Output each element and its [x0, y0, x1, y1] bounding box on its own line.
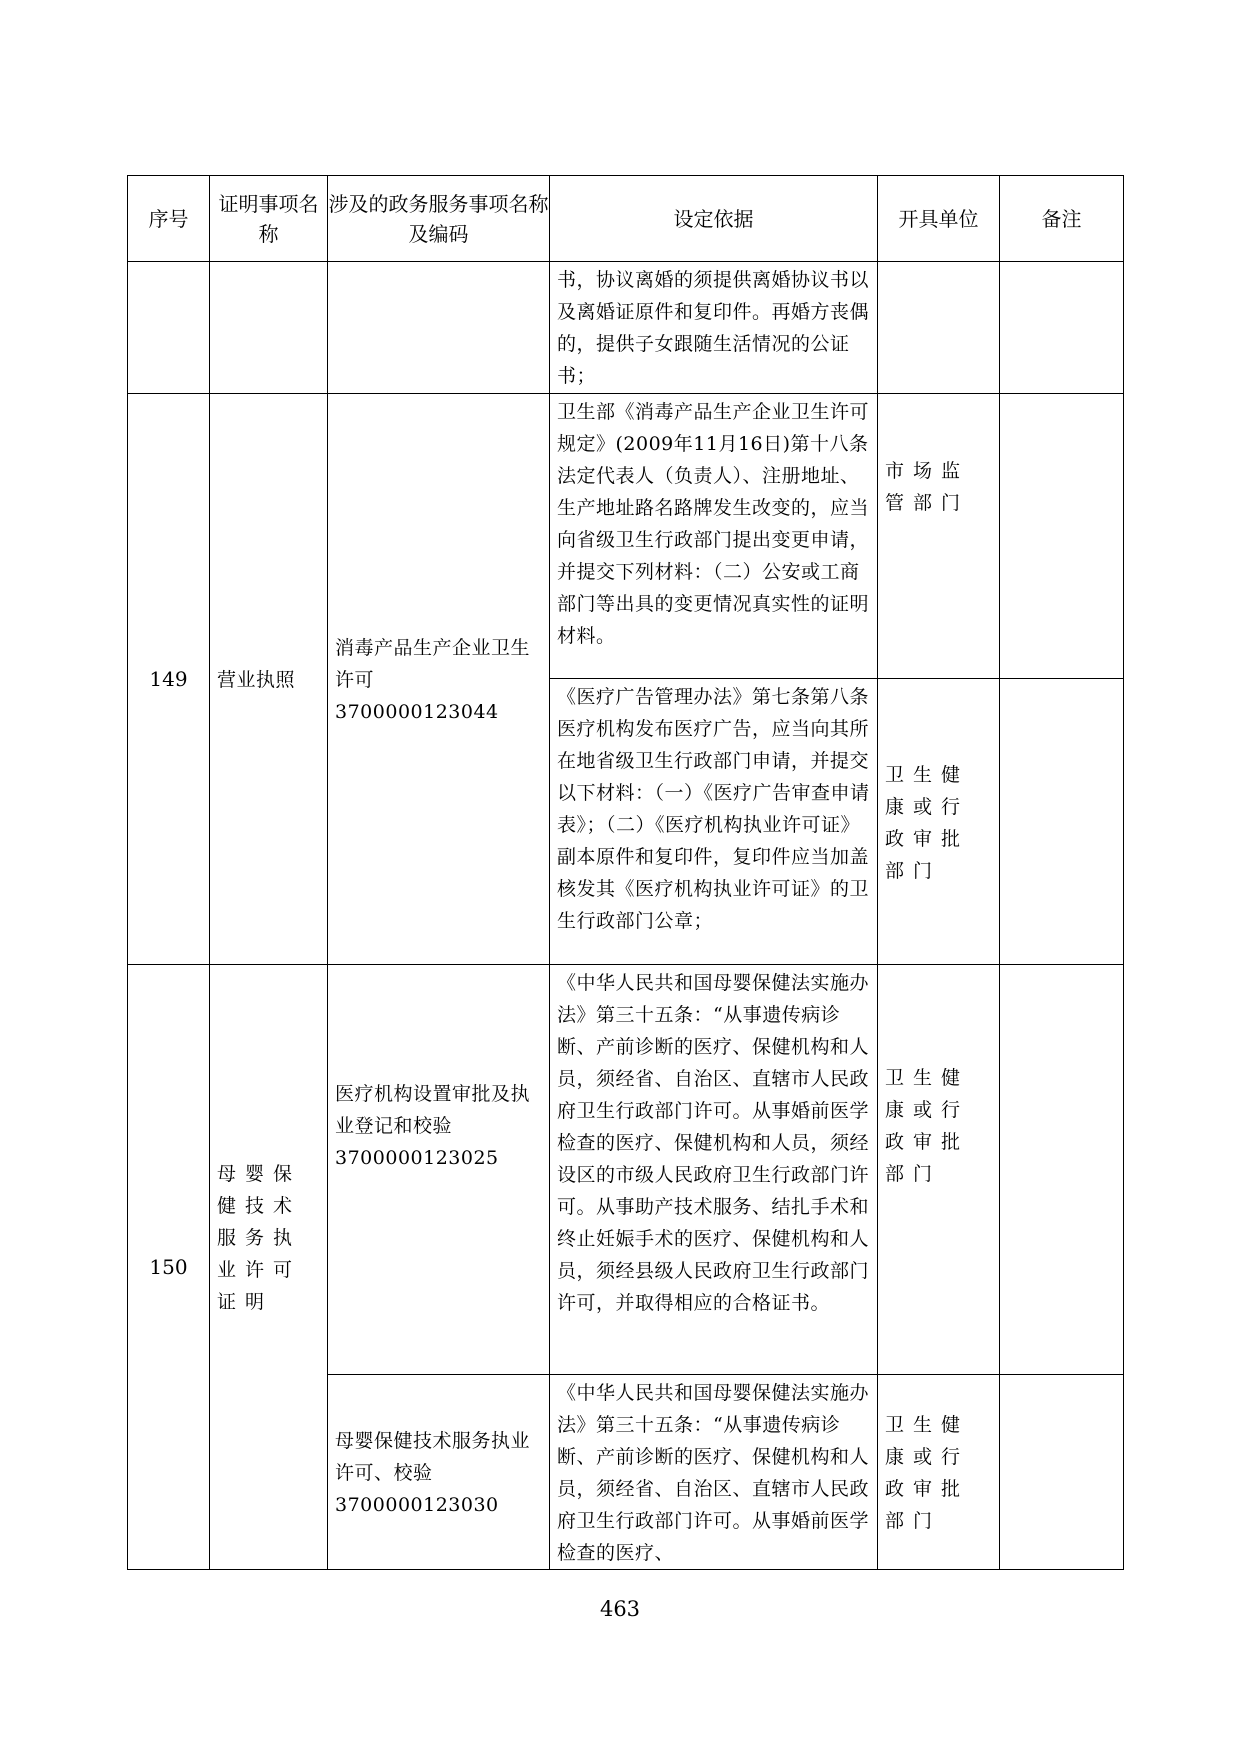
basis-cell: [550, 394, 878, 679]
service-cell: [328, 394, 550, 965]
issuing-unit-cell: [878, 679, 1000, 965]
seq-cell: [128, 262, 210, 394]
note-text: [1000, 1375, 1123, 1377]
service-cell: [328, 965, 550, 1375]
note-text: [1000, 965, 1123, 967]
issuing-unit-cell: [878, 262, 1000, 394]
note-cell: [1000, 679, 1124, 965]
cert-name-cell: [210, 394, 328, 965]
service-name-text: 母婴保健技术服务执业许可、校验: [335, 1430, 531, 1484]
basis-text: 《医疗广告管理办法》第七条第八条 医疗机构发布医疗广告，应当向其所在地省级卫生行政部门申请，并提交以下材料：（一）《医疗广告审查申请表》；（二）《医疗机构执业许可证》副本原件和复印件，复印件应当加盖核发其《医疗机构执业许可证》的卫生行政部门公章；: [557, 686, 889, 932]
table-header-row: [128, 176, 1124, 262]
service-code-text: 3700000123025: [335, 1146, 499, 1169]
service-cell: [328, 262, 550, 394]
header-seq: 序号: [128, 176, 210, 262]
basis-text: 卫生部《消毒产品生产企业卫生许可规定》(2009年11月16日)第十八条 法定代表人（负责人）、注册地址、生产地址路名路牌发生改变的，应当向省级卫生行政部门提出变更申请，并提交下列材料：（二）公安或工商部门等出具的变更情况真实性的证明材料。: [557, 401, 870, 647]
cert-name-text: 母婴保健技术服务执业许可证明: [217, 1163, 302, 1313]
cert-name-cell: [210, 965, 328, 1570]
cert-name-cell: [210, 262, 328, 394]
page-number: 463: [599, 1597, 641, 1621]
issuing-unit-text: 卫生健康或行政审批部门: [885, 1414, 970, 1532]
basis-cell: [550, 1375, 878, 1570]
header-service-name-code: 涉及的政务服务事项名称及编码: [328, 176, 550, 262]
note-text: [1000, 394, 1123, 396]
table-row: [128, 262, 1124, 394]
note-cell: [1000, 965, 1124, 1375]
note-cell: [1000, 262, 1124, 394]
note-text: [1000, 679, 1123, 681]
issuing-unit-text: 卫生健康或行政审批部门: [885, 763, 970, 882]
note-cell: [1000, 1375, 1124, 1570]
header-cert-name: 证明事项名称: [210, 176, 328, 262]
basis-text: 《中华人民共和国母婴保健法实施办法》第三十五条：“从事遗传病诊断、产前诊断的医疗、保健机构和人员，须经省、自治区、直辖市人民政府卫生行政部门许可。从事婚前医学检查的医疗、保健机构和人员，须经设区的市级人民政府卫生行政部门许可。从事助产技术服务、结扎手术和终止妊娠手术的医疗、保健机构和人员，须经县级人民政府卫生行政部门许可，并取得相应的合格证书。: [557, 972, 870, 1314]
note-text: [1000, 262, 1123, 264]
service-code-text: 3700000123044: [335, 701, 499, 723]
issuing-unit-cell: [878, 1375, 1000, 1570]
header-note: 备注: [1000, 176, 1124, 262]
service-name-text: 医疗机构设置审批及执业登记和校验: [335, 1082, 531, 1137]
basis-cell: [550, 965, 878, 1375]
issuing-unit-cell: [878, 965, 1000, 1375]
cert-name-text: 营业执照: [217, 669, 296, 691]
table-row: [128, 394, 1124, 679]
header-basis: 设定依据: [550, 176, 878, 262]
service-name-text: 消毒产品生产企业卫生许可: [335, 637, 531, 691]
issuing-unit-text: 市场监管部门: [885, 460, 970, 514]
issuing-unit-text: [878, 262, 999, 264]
basis-cell: [550, 679, 889, 965]
service-code-text: 3700000123030: [335, 1494, 499, 1516]
seq-cell: 149: [128, 394, 210, 965]
basis-text: 书，协议离婚的须提供离婚协议书以及离婚证原件和复印件。再婚方丧偶的，提供子女跟随生活情况的公证书；: [557, 269, 870, 387]
seq-cell: 150: [128, 965, 210, 1570]
table-row: [128, 965, 1124, 1375]
basis-cell: [550, 262, 878, 394]
service-cell: [328, 1375, 550, 1570]
basis-text: 《中华人民共和国母婴保健法实施办法》第三十五条：“从事遗传病诊断、产前诊断的医疗、保健机构和人员，须经省、自治区、直辖市人民政府卫生行政部门许可。从事婚前医学检查的医疗、: [557, 1382, 870, 1564]
note-cell: [1000, 394, 1124, 679]
header-issuing-unit: 开具单位: [878, 176, 1000, 262]
document-table: [127, 175, 1124, 1570]
issuing-unit-cell: [878, 394, 1000, 679]
issuing-unit-text: 卫生健康或行政审批部门: [885, 1066, 970, 1185]
